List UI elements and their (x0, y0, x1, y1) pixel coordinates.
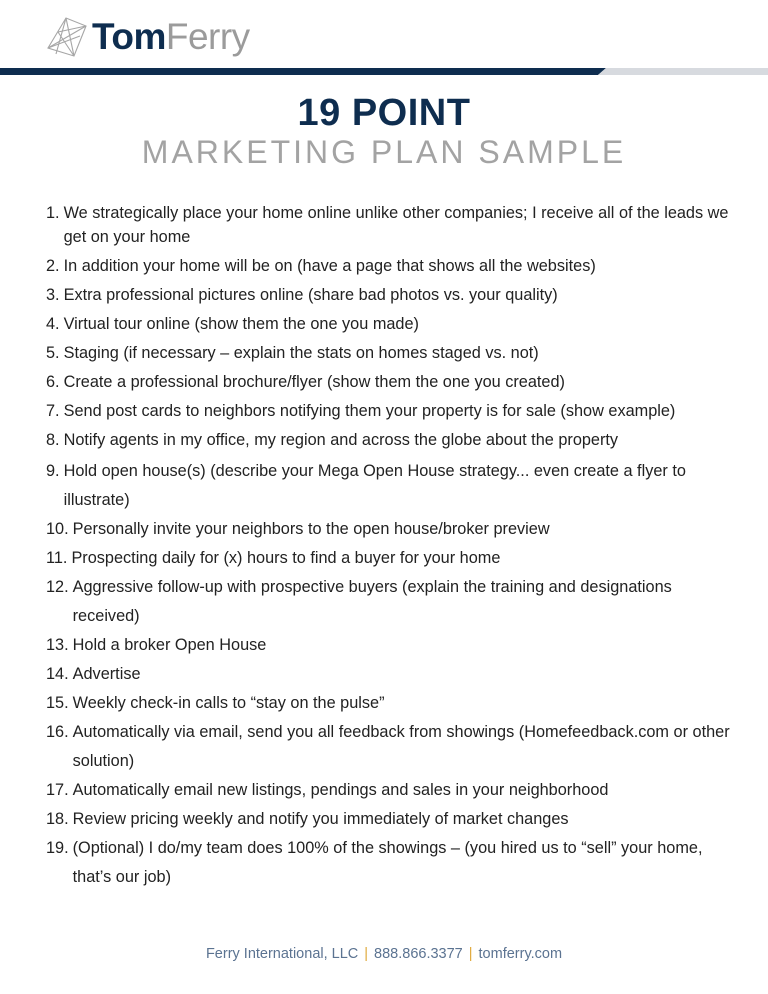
item-text: Virtual tour online (show them the one you made) (63, 315, 419, 333)
list-item (46, 718, 736, 776)
item-number: 10. (46, 520, 69, 538)
item-number: 12. (46, 578, 69, 596)
list-item (46, 341, 736, 365)
item-number: 11. (46, 549, 68, 567)
logo-mark-icon (44, 14, 90, 60)
list-item (46, 283, 736, 307)
list-item (46, 457, 736, 515)
item-text: Automatically email new listings, pendings and sales in your neighborhood (72, 781, 609, 799)
item-number: 9. (46, 462, 60, 480)
item-number: 15. (46, 694, 69, 712)
list-item (46, 660, 736, 689)
list-item (46, 399, 736, 423)
list-item (46, 254, 736, 278)
footer-separator: | (468, 946, 473, 962)
item-number: 2. (46, 257, 60, 275)
footer-phone: 888.866.3377 (374, 946, 463, 962)
page-subtitle: MARKETING PLAN SAMPLE (141, 134, 627, 170)
list-item (46, 201, 736, 249)
plan-list (46, 201, 736, 892)
item-text: Notify agents in my office, my region and across the globe about the property (63, 431, 619, 449)
item-number: 1. (46, 204, 60, 222)
list-item (46, 776, 736, 805)
brand-name-ferry: Ferry (165, 16, 250, 57)
list-item (46, 428, 736, 452)
item-number: 8. (46, 431, 60, 449)
list-item (46, 370, 736, 394)
item-text: Create a professional brochure/flyer (show them the one you created) (63, 373, 565, 391)
item-number: 19. (46, 839, 69, 857)
item-number: 14. (46, 665, 69, 683)
footer-website: tomferry.com (478, 946, 563, 962)
item-text: Advertise (72, 665, 141, 683)
footer (0, 944, 768, 964)
item-text: Prospecting daily for (x) hours to find a buyer for your home (71, 549, 501, 567)
item-number: 3. (46, 286, 60, 304)
item-number: 6. (46, 373, 60, 391)
list-item (46, 689, 736, 718)
list-item (46, 515, 736, 544)
list-item (46, 573, 736, 631)
item-text: Send post cards to neighbors notifying them your property is for sale (show example) (63, 402, 676, 420)
item-text: Aggressive follow-up with prospective buyers (explain the training and designations received) (72, 578, 672, 625)
item-number: 17. (46, 781, 69, 799)
list-item (46, 805, 736, 834)
item-number: 4. (46, 315, 60, 333)
item-number: 5. (46, 344, 60, 362)
brand-logo (44, 14, 250, 60)
item-number: 16. (46, 723, 69, 741)
brand-wordmark (92, 14, 250, 60)
item-text: Personally invite your neighbors to the open house/broker preview (72, 520, 550, 538)
item-text: We strategically place your home online unlike other companies; I receive all of the leads we get on your home (63, 204, 729, 246)
item-text: Review pricing weekly and notify you immediately of market changes (72, 810, 569, 828)
item-number: 18. (46, 810, 69, 828)
item-text: Weekly check-in calls to “stay on the pulse” (72, 694, 385, 712)
item-text: Extra professional pictures online (share bad photos vs. your quality) (63, 286, 558, 304)
list-item (46, 544, 736, 573)
item-number: 13. (46, 636, 69, 654)
item-text: (Optional) I do/my team does 100% of the showings – (you hired us to “sell” your home, that’s our job) (72, 839, 703, 886)
item-text: In addition your home will be on (have a page that shows all the websites) (63, 257, 596, 275)
footer-separator: | (364, 946, 369, 962)
item-text: Automatically via email, send you all feedback from showings (Homefeedback.com or other solution) (72, 723, 730, 770)
item-text: Hold a broker Open House (72, 636, 267, 654)
list-item (46, 834, 736, 892)
header (0, 0, 768, 80)
item-number: 7. (46, 402, 60, 420)
list-item (46, 312, 736, 336)
list-item (46, 631, 736, 660)
item-text: Staging (if necessary – explain the stats on homes staged vs. not) (63, 344, 539, 362)
item-text: Hold open house(s) (describe your Mega Open House strategy... even create a flyer to illustrate) (63, 462, 686, 509)
footer-company: Ferry International, LLC (205, 946, 359, 962)
brand-name-tom: Tom (92, 16, 166, 57)
header-rule (0, 68, 768, 75)
page-title: 19 POINT (297, 92, 471, 134)
